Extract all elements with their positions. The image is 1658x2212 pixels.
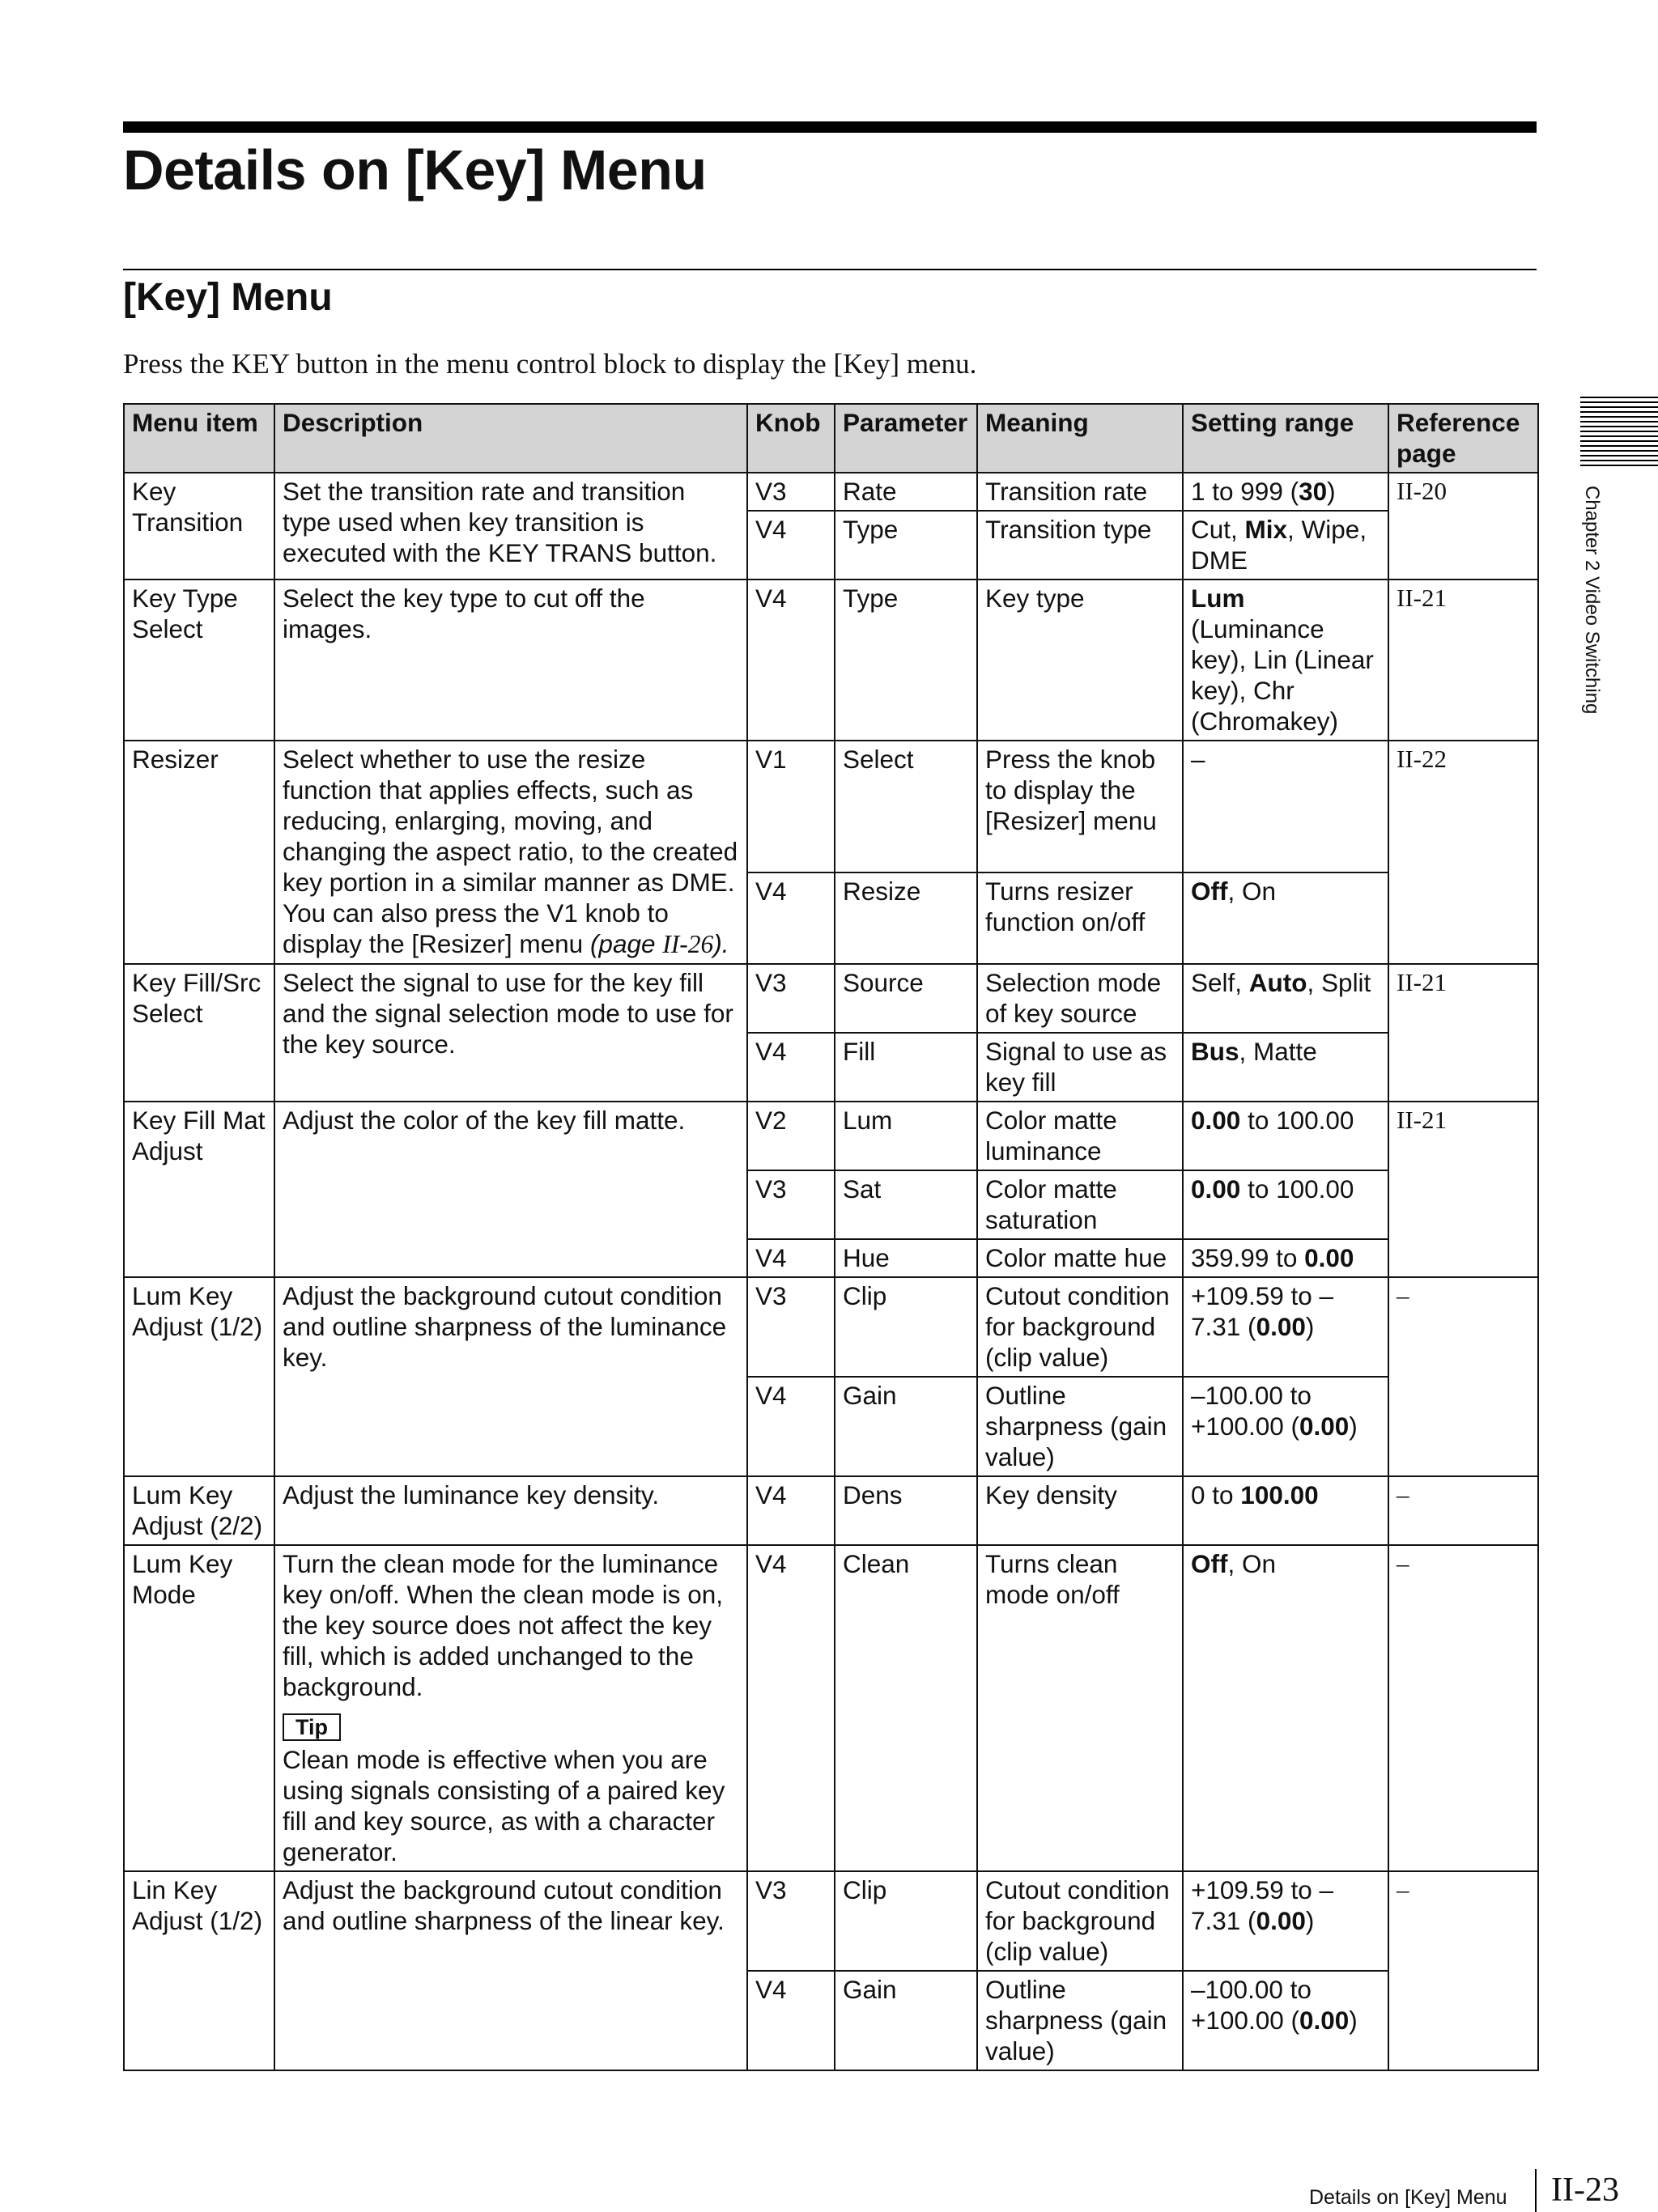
meaning-cell: Key type [977,580,1183,741]
reference-page-cell: – [1388,1277,1538,1476]
range-text: ) [1349,1412,1358,1441]
menu-item-cell [124,1476,274,1545]
description-cell [274,964,747,1102]
tip-label: Tip [283,1713,341,1741]
range-text: ) [1327,477,1336,506]
menu-item-cell [124,580,274,741]
menu-item-label: Key Type Select [132,584,238,643]
page-ref-number: II-26 [662,930,714,958]
default-value: 0.00 [1304,1243,1354,1272]
default-value: 0.00 [1256,1906,1306,1935]
description-text: Select the key type to cut off the images. [283,584,645,643]
setting-range-cell [1183,1971,1388,2070]
table-row [124,1277,1538,1377]
meaning-cell: Outline sharpness (gain value) [977,1377,1183,1476]
reference-page-cell: II-22 [1388,741,1538,964]
range-text: Self, [1191,968,1249,997]
description-text: Turn the clean mode for the luminance key on/off. When the clean mode is on, the key source does not affect the key fill, which is added unchanged to the background. [283,1549,723,1701]
table-body [124,473,1538,2070]
knob-cell: V4 [747,1239,835,1277]
setting-range-cell [1183,1871,1388,1971]
table-row [124,741,1538,872]
title-rule [123,121,1537,133]
default-value: Mix [1244,515,1288,544]
parameter-cell: Type [835,511,977,580]
setting-range-cell [1183,1170,1388,1239]
column-header: Knob [747,404,835,473]
parameter-cell: Type [835,580,977,741]
setting-range-cell [1183,1476,1388,1545]
description-cell [274,580,747,741]
meaning-cell: Transition type [977,511,1183,580]
column-header: Description [274,404,747,473]
meaning-cell: Key density [977,1476,1183,1545]
knob-cell: V3 [747,964,835,1033]
reference-page-cell: II-21 [1388,580,1538,741]
chapter-tab-marker [1580,397,1658,469]
parameter-cell: Select [835,741,977,872]
table-row [124,1545,1538,1871]
reference-page-cell: II-20 [1388,473,1538,580]
menu-item-label: Key Fill/Src Select [132,968,261,1028]
range-text: 0 to [1191,1480,1241,1509]
parameter-cell: Clean [835,1545,977,1871]
description-text: Select whether to use the resize function that applies effects, such as reducing, enlarging, moving, and changing the aspect ratio, to the created key portion in a similar manner as DME. [283,745,738,897]
setting-range-cell [1183,741,1388,872]
description-cell [274,1871,747,2070]
description-text: Adjust the color of the key fill matte. [283,1106,686,1135]
default-value: Lum [1191,584,1245,613]
range-text: – [1191,745,1205,774]
page-number: II-23 [1551,2172,1619,2209]
menu-item-cell [124,964,274,1102]
description-text: Set the transition rate and transition type used when key transition is executed with the KEY TRANS button. [283,477,717,567]
description-extra [283,898,739,960]
table-row [124,1871,1538,1971]
menu-item-cell [124,741,274,964]
meaning-cell: Press the knob to display the [Resizer] menu [977,741,1183,872]
knob-cell: V2 [747,1102,835,1170]
setting-range-cell [1183,473,1388,511]
section-rule [123,269,1537,270]
description-cell [274,473,747,580]
knob-cell: V1 [747,741,835,872]
meaning-cell: Selection mode of key source [977,964,1183,1033]
default-value: Off [1191,1549,1228,1578]
reference-page-cell: II-21 [1388,964,1538,1102]
column-header: Menu item [124,404,274,473]
key-menu-table [123,403,1539,2071]
range-text: ) [1305,1906,1315,1935]
setting-range-cell [1183,511,1388,580]
table-row [124,964,1538,1033]
setting-range-cell [1183,1102,1388,1170]
meaning-cell: Outline sharpness (gain value) [977,1971,1183,2070]
knob-cell: V4 [747,1476,835,1545]
description-text: Select the signal to use for the key fill and the signal selection mode to use for the key source. [283,968,733,1059]
setting-range-cell [1183,1545,1388,1871]
table-row [124,580,1538,741]
menu-item-cell [124,1871,274,2070]
description-text: Adjust the background cutout condition and outline sharpness of the luminance key. [283,1281,727,1372]
parameter-cell: Fill [835,1033,977,1102]
parameter-cell: Sat [835,1170,977,1239]
range-text: ) [1349,2006,1358,2035]
knob-cell: V4 [747,511,835,580]
setting-range-cell [1183,1377,1388,1476]
column-header: Reference page [1388,404,1538,473]
default-value: 0.00 [1299,2006,1350,2035]
knob-cell: V3 [747,1871,835,1971]
parameter-cell: Dens [835,1476,977,1545]
default-value: 0.00 [1256,1312,1306,1341]
range-text: +109.59 to –7.31 ( [1191,1875,1334,1935]
table-row [124,473,1538,511]
meaning-cell: Turns resizer function on/off [977,872,1183,964]
range-text: 1 to 999 ( [1191,477,1299,506]
parameter-cell: Gain [835,1971,977,2070]
menu-item-cell [124,473,274,580]
description-text: Adjust the luminance key density. [283,1480,660,1509]
range-text: ) [1305,1312,1315,1341]
range-text: , Matte [1239,1037,1317,1066]
default-value: 30 [1299,477,1328,506]
range-text: +109.59 to –7.31 ( [1191,1281,1334,1341]
range-text: 359.99 to [1191,1243,1305,1272]
meaning-cell: Turns clean mode on/off [977,1545,1183,1871]
page-ref-close: ). [713,929,729,958]
knob-cell: V3 [747,473,835,511]
description-cell [274,1277,747,1476]
description-cell [274,741,747,964]
default-value: Auto [1248,968,1307,997]
table-row [124,1476,1538,1545]
setting-range-cell [1183,1033,1388,1102]
footer-divider [1535,2169,1537,2212]
range-text: –100.00 to +100.00 ( [1191,1381,1312,1441]
menu-item-cell [124,1277,274,1476]
knob-cell: V4 [747,580,835,741]
default-value: Off [1191,877,1228,906]
meaning-cell: Signal to use as key fill [977,1033,1183,1102]
column-header: Parameter [835,404,977,473]
menu-item-label: Key Transition [132,477,244,537]
meaning-cell: Color matte hue [977,1239,1183,1277]
intro-paragraph: Press the KEY button in the menu control block to display the [Key] menu. [123,348,977,380]
parameter-cell: Hue [835,1239,977,1277]
tip-text: Clean mode is effective when you are using signals consisting of a paired key fill and key source, as with a character generator. [283,1745,725,1866]
parameter-cell: Rate [835,473,977,511]
parameter-cell: Clip [835,1277,977,1377]
range-text: , On [1227,877,1277,906]
range-text: (Luminance key), Lin (Linear key), Chr (Chromakey) [1191,614,1374,736]
menu-item-label: Lin Key Adjust (1/2) [132,1875,263,1935]
range-text: , Split [1307,968,1371,997]
section-title: [Key] Menu [123,276,333,319]
meaning-cell: Cutout condition for background (clip value) [977,1277,1183,1377]
reference-page-cell: II-21 [1388,1102,1538,1277]
default-value: 0.00 [1191,1174,1241,1204]
default-value: 0.00 [1299,1412,1350,1441]
range-text: , Wipe, DME [1191,515,1367,575]
range-text: Cut, [1191,515,1245,544]
page-ref-label: (page [589,929,663,958]
column-header: Setting range [1183,404,1388,473]
knob-cell: V3 [747,1170,835,1239]
menu-item-label: Lum Key Adjust (2/2) [132,1480,263,1540]
description-text: Adjust the background cutout condition and outline sharpness of the linear key. [283,1875,725,1935]
default-value: 100.00 [1240,1480,1319,1509]
menu-item-label: Lum Key Mode [132,1549,233,1609]
description-cell [274,1545,747,1871]
description-cell [274,1102,747,1277]
default-value: Bus [1191,1037,1239,1066]
footer-section-name: Details on [Key] Menu [1309,2186,1507,2209]
setting-range-cell [1183,1277,1388,1377]
range-text: to 100.00 [1240,1106,1354,1135]
meaning-cell: Cutout condition for background (clip value) [977,1871,1183,1971]
table-row [124,1102,1538,1170]
setting-range-cell [1183,580,1388,741]
menu-item-cell [124,1102,274,1277]
range-text: –100.00 to +100.00 ( [1191,1975,1312,2035]
column-header: Meaning [977,404,1183,473]
meaning-cell: Color matte saturation [977,1170,1183,1239]
setting-range-cell [1183,1239,1388,1277]
reference-page-cell: – [1388,1476,1538,1545]
meaning-cell: Color matte luminance [977,1102,1183,1170]
parameter-cell: Gain [835,1377,977,1476]
parameter-cell: Clip [835,1871,977,1971]
menu-item-label: Resizer [132,745,219,774]
range-text: , On [1227,1549,1277,1578]
menu-item-cell [124,1545,274,1871]
reference-page-cell: – [1388,1871,1538,2070]
setting-range-cell [1183,872,1388,964]
range-text: to 100.00 [1240,1174,1354,1204]
knob-cell: V4 [747,1033,835,1102]
parameter-cell: Resize [835,872,977,964]
page-title: Details on [Key] Menu [123,138,707,202]
menu-item-label: Key Fill Mat Adjust [132,1106,266,1165]
knob-cell: V4 [747,872,835,964]
description-cell [274,1476,747,1545]
meaning-cell: Transition rate [977,473,1183,511]
chapter-sidebar-label: Chapter 2 Video Switching [1581,486,1603,715]
knob-cell: V4 [747,1971,835,2070]
parameter-cell: Source [835,964,977,1033]
menu-item-label: Lum Key Adjust (1/2) [132,1281,263,1341]
knob-cell: V3 [747,1277,835,1377]
knob-cell: V4 [747,1377,835,1476]
reference-page-cell: – [1388,1545,1538,1871]
default-value: 0.00 [1191,1106,1241,1135]
knob-cell: V4 [747,1545,835,1871]
table-header-row [124,404,1538,473]
setting-range-cell [1183,964,1388,1033]
description-extra-text: You can also press the V1 knob to display the [Resizer] menu [283,898,669,958]
parameter-cell: Lum [835,1102,977,1170]
